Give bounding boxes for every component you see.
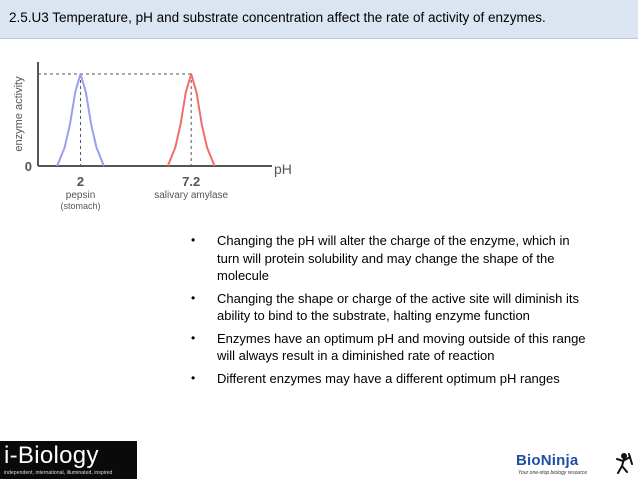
i-biology-logo <box>0 441 137 479</box>
bullet-item <box>186 232 586 285</box>
bullet-text: Changing the shape or charge of the active site will diminish its ability to bind to the substrate, halting enzyme function <box>217 290 580 323</box>
x-tick-label: 2 <box>76 174 85 189</box>
ninja-icon <box>615 452 633 476</box>
bioninja-logo-tagline: Your one-stop biology resource <box>518 470 588 476</box>
bullet-text: Changing the pH will alter the charge of the enzyme, which in turn will protein solubility and may change the shape of the molecule <box>217 233 570 283</box>
bullet-marker: • <box>191 370 196 385</box>
y-axis-label: enzyme activity <box>13 76 25 152</box>
x-tick-sublabel: salivary amylase <box>154 190 229 201</box>
bioninja-logo <box>516 452 634 478</box>
chart-canvas <box>0 52 310 212</box>
bioninja-logo-name: BioNinja <box>516 452 579 469</box>
origin-label: 0 <box>24 159 32 174</box>
x-tick-note: (stomach) <box>60 201 101 211</box>
bullet-item <box>186 290 586 325</box>
bullet-marker: • <box>191 330 196 345</box>
i-biology-logo-tagline: independent, international, illuminated, inspired <box>4 470 113 476</box>
i-biology-logo-name: i-Biology <box>4 442 99 469</box>
bullet-item <box>186 370 586 388</box>
bullet-list <box>186 232 586 392</box>
slide-title: 2.5.U3 Temperature, pH and substrate concentration affect the rate of activity of enzymes. <box>9 10 546 25</box>
ph-activity-chart <box>0 52 310 212</box>
bullet-item <box>186 330 586 365</box>
x-tick-sublabel: pepsin <box>65 190 96 201</box>
bullet-marker: • <box>191 290 196 305</box>
slide-title-bar <box>0 0 638 39</box>
bullet-text: Different enzymes may have a different optimum pH ranges <box>217 370 560 386</box>
x-tick-label: 7.2 <box>182 174 201 189</box>
x-axis-label: pH <box>274 161 292 177</box>
bullet-text: Enzymes have an optimum pH and moving outside of this range will always result in a diminished rate of reaction <box>217 330 586 363</box>
bullet-marker: • <box>191 233 196 247</box>
